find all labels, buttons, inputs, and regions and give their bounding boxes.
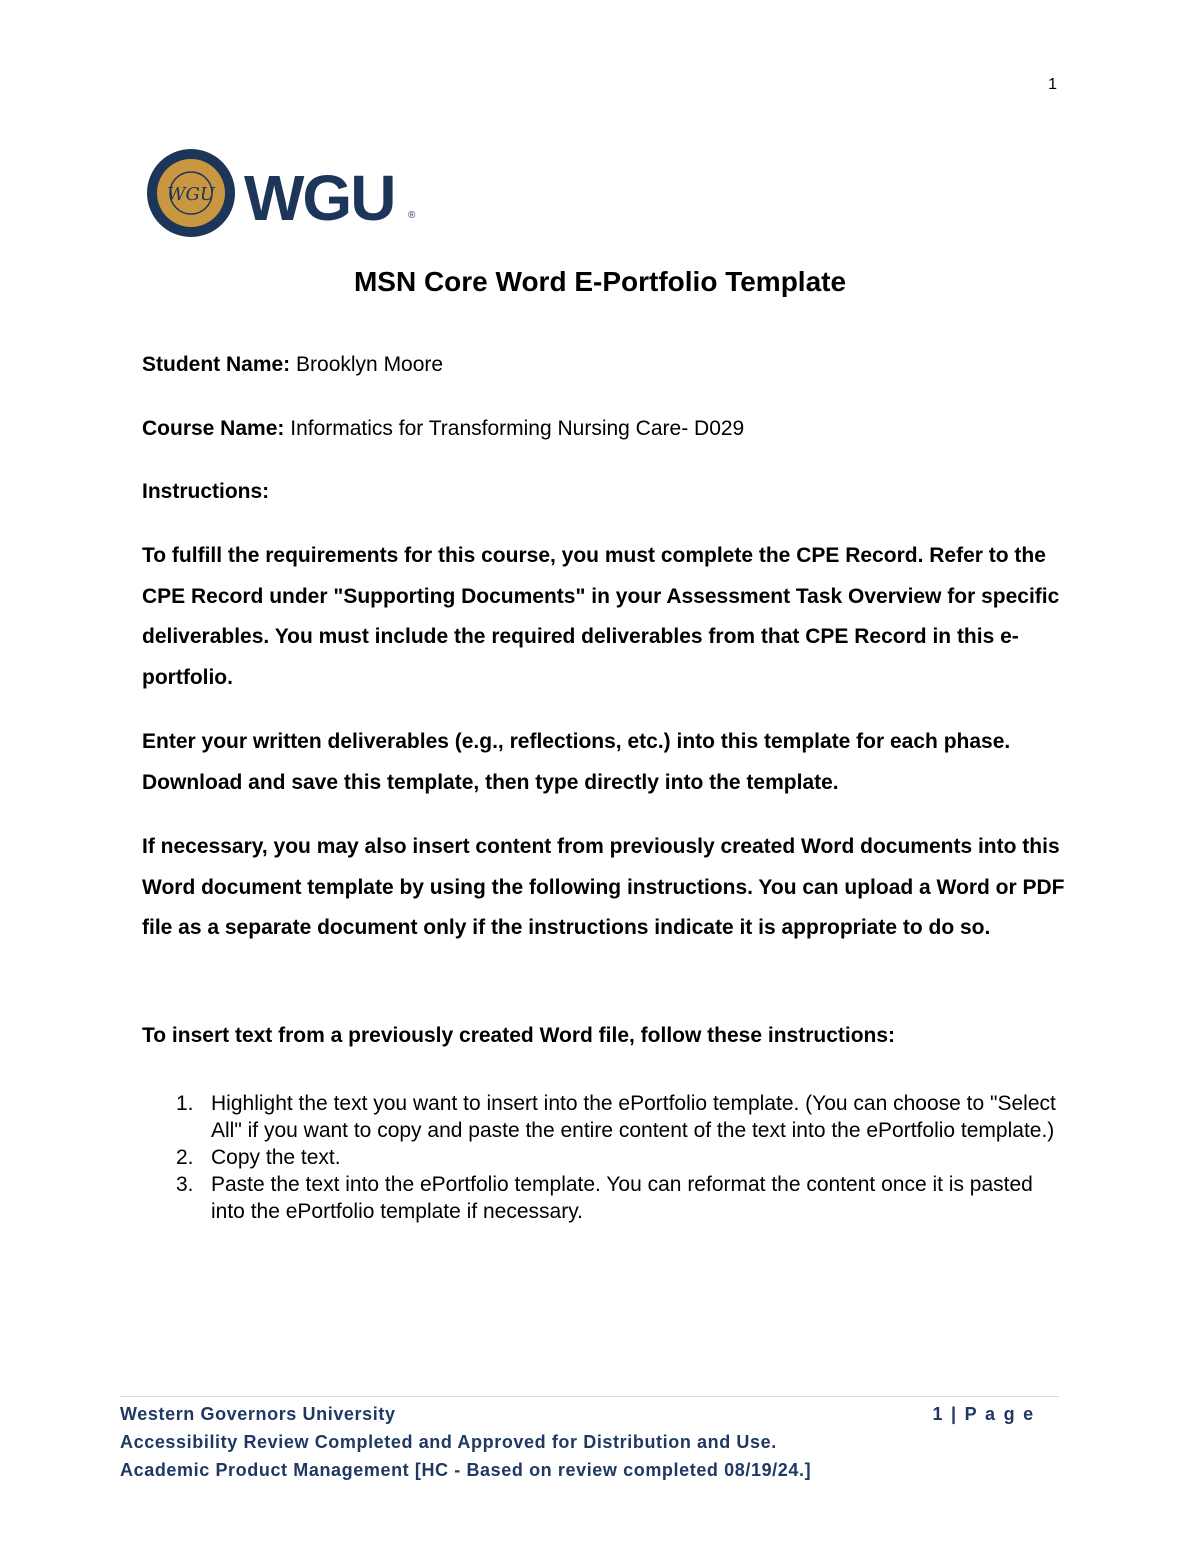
footer-divider bbox=[120, 1396, 1059, 1397]
instructions-heading: Instructions: bbox=[142, 480, 270, 503]
page-number: 1 bbox=[1048, 76, 1057, 93]
footer-university: Western Governors University bbox=[120, 1404, 396, 1424]
list-item bbox=[142, 1090, 1067, 1144]
footer-page-label: 1 | P a g e bbox=[932, 1404, 1035, 1424]
step-number: 1. bbox=[176, 1092, 194, 1115]
step-number: 2. bbox=[176, 1146, 194, 1169]
wgu-seal-icon bbox=[147, 149, 235, 237]
footer-accessibility-note: Accessibility Review Completed and Approved for Distribution and Use. bbox=[120, 1432, 777, 1452]
page-title: MSN Core Word E-Portfolio Template bbox=[353, 266, 847, 297]
wgu-wordmark: WGU bbox=[244, 162, 395, 234]
list-item bbox=[142, 1171, 1067, 1225]
insert-content-paragraph: If necessary, you may also insert content from previously created Word documents into this Word document template by using the following instructions. You can upload a Word or PDF file as a separate document only if the instructions indicate it is appropriate to do so. bbox=[142, 835, 1065, 939]
student-name-label: Student Name: bbox=[142, 353, 291, 376]
svg-text:®: ® bbox=[408, 210, 416, 221]
insert-instructions-heading: To insert text from a previously created Word file, follow these instructions: bbox=[142, 1024, 896, 1047]
deliverables-paragraph: Enter your written deliverables (e.g., reflections, etc.) into this template for each phase. Download and save this template, then type directly into the template. bbox=[142, 730, 1011, 794]
course-name-field bbox=[142, 417, 744, 441]
step-text: Paste the text into the ePortfolio template. You can reformat the content once it is pasted into the ePortfolio template if necessary. bbox=[211, 1173, 1033, 1223]
footer-product-management-note: Academic Product Management [HC - Based on review completed 08/19/24.] bbox=[120, 1460, 812, 1480]
student-name-field bbox=[142, 353, 443, 377]
course-name-label: Course Name: bbox=[142, 417, 285, 440]
course-name-value: Informatics for Transforming Nursing Care- D029 bbox=[290, 417, 745, 440]
list-item bbox=[142, 1144, 1067, 1171]
seal-text: WGU bbox=[166, 184, 216, 205]
steps-list bbox=[142, 1090, 1067, 1225]
student-name-value: Brooklyn Moore bbox=[296, 353, 444, 376]
wgu-logo bbox=[146, 148, 421, 238]
step-text: Highlight the text you want to insert into the ePortfolio template. (You can choose to "Select All" if you want to copy and paste the entire content of the text into the ePortfolio template.) bbox=[211, 1092, 1056, 1142]
footer-line-1 bbox=[120, 1404, 1035, 1425]
cpe-requirement-paragraph: To fulfill the requirements for this course, you must complete the CPE Record. Refer to the CPE Record under "Supporting Documents" in your Assessment Task Overview for specific deliverables. You must include the required deliverables from that CPE Record in this e-portfolio. bbox=[142, 544, 1060, 689]
step-text: Copy the text. bbox=[211, 1146, 341, 1169]
step-number: 3. bbox=[176, 1173, 194, 1196]
